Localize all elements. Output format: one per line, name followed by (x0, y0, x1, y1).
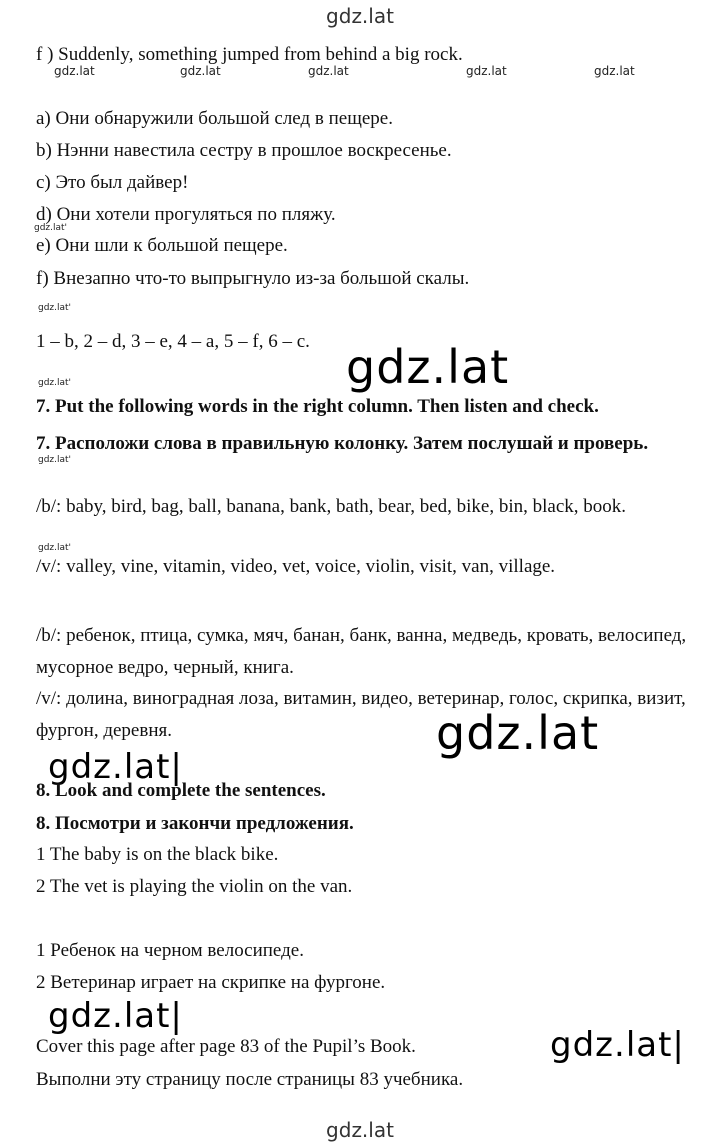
translation-a: a) Они обнаружили большой след в пещере. (36, 108, 393, 129)
translation-b: b) Нэнни навестила сестру в прошлое воскресенье. (36, 140, 452, 161)
exercise8-title-ru: 8. Посмотри и закончи предложения. (36, 813, 354, 834)
watermark-large: gdz.lat (436, 706, 600, 760)
exercise8-sentence-en-2: 2 The vet is playing the violin on the van. (36, 876, 353, 897)
exercise8-sentence-en-1: 1 The baby is on the black bike. (36, 844, 279, 865)
translation-c: c) Это был дайвер! (36, 172, 189, 193)
exercise7-v-words-en: /v/: valley, vine, vitamin, video, vet, voice, violin, visit, van, village. (36, 556, 556, 577)
exercise7-title-en: 7. Put the following words in the right column. Then listen and check. (36, 396, 599, 417)
exercise7-b-words-en: /b/: baby, bird, bag, ball, banana, bank, bath, bear, bed, bike, bin, black, book. (36, 496, 627, 517)
exercise6-last-sentence: f ) Suddenly, something jumped from behind a big rock. (36, 44, 463, 65)
exercise8-sentence-ru-1: 1 Ребенок на черном велосипеде. (36, 940, 304, 961)
watermark-medium: gdz.lat| (550, 1025, 685, 1065)
watermark-tiny: gdz.lat' (38, 455, 72, 465)
watermark-small: gdz.lat (54, 64, 95, 78)
watermark-tiny: gdz.lat' (34, 223, 68, 233)
translation-d: d) Они хотели прогуляться по пляжу. (36, 204, 336, 225)
watermark-large: gdz.lat (346, 340, 510, 394)
watermark-tiny: gdz.lat' (38, 303, 72, 313)
translation-e: e) Они шли к большой пещере. (36, 235, 288, 256)
watermark-tiny: gdz.lat' (38, 378, 72, 388)
translation-f: f) Внезапно что-то выпрыгнуло из-за большой скалы. (36, 268, 470, 289)
exercise8-title-en: 8. Look and complete the sentences. (36, 780, 326, 801)
exercise7-b-words-ru: /b/: ребенок, птица, сумка, мяч, банан, банк, ванна, медведь, кровать, велосипед, мусорное ведро, черный, книга. (36, 625, 687, 678)
watermark-small: gdz.lat (594, 64, 635, 78)
exercise7-v-words-ru: /v/: долина, виноградная лоза, витамин, видео, ветеринар, голос, скрипка, визит, фургон, деревня. (36, 688, 686, 741)
exercise6-answer: 1 – b, 2 – d, 3 – e, 4 – a, 5 – f, 6 – c. (36, 331, 310, 352)
watermark-small: gdz.lat (308, 64, 349, 78)
watermark-medium: gdz.lat| (48, 996, 183, 1036)
watermark-footer: gdz.lat (326, 1118, 394, 1142)
exercise8-sentence-ru-2: 2 Ветеринар играет на скрипке на фургоне. (36, 972, 386, 993)
cover-note-en: Cover this page after page 83 of the Pupil’s Book. (36, 1036, 416, 1057)
watermark-tiny: gdz.lat' (38, 543, 72, 553)
cover-note-ru: Выполни эту страницу после страницы 83 учебника. (36, 1069, 464, 1090)
watermark-small: gdz.lat (466, 64, 507, 78)
watermark-header: gdz.lat (326, 4, 394, 28)
watermark-medium: gdz.lat| (48, 747, 183, 787)
watermark-small: gdz.lat (180, 64, 221, 78)
exercise7-title-ru: 7. Расположи слова в правильную колонку. Затем послушай и проверь. (36, 433, 649, 454)
